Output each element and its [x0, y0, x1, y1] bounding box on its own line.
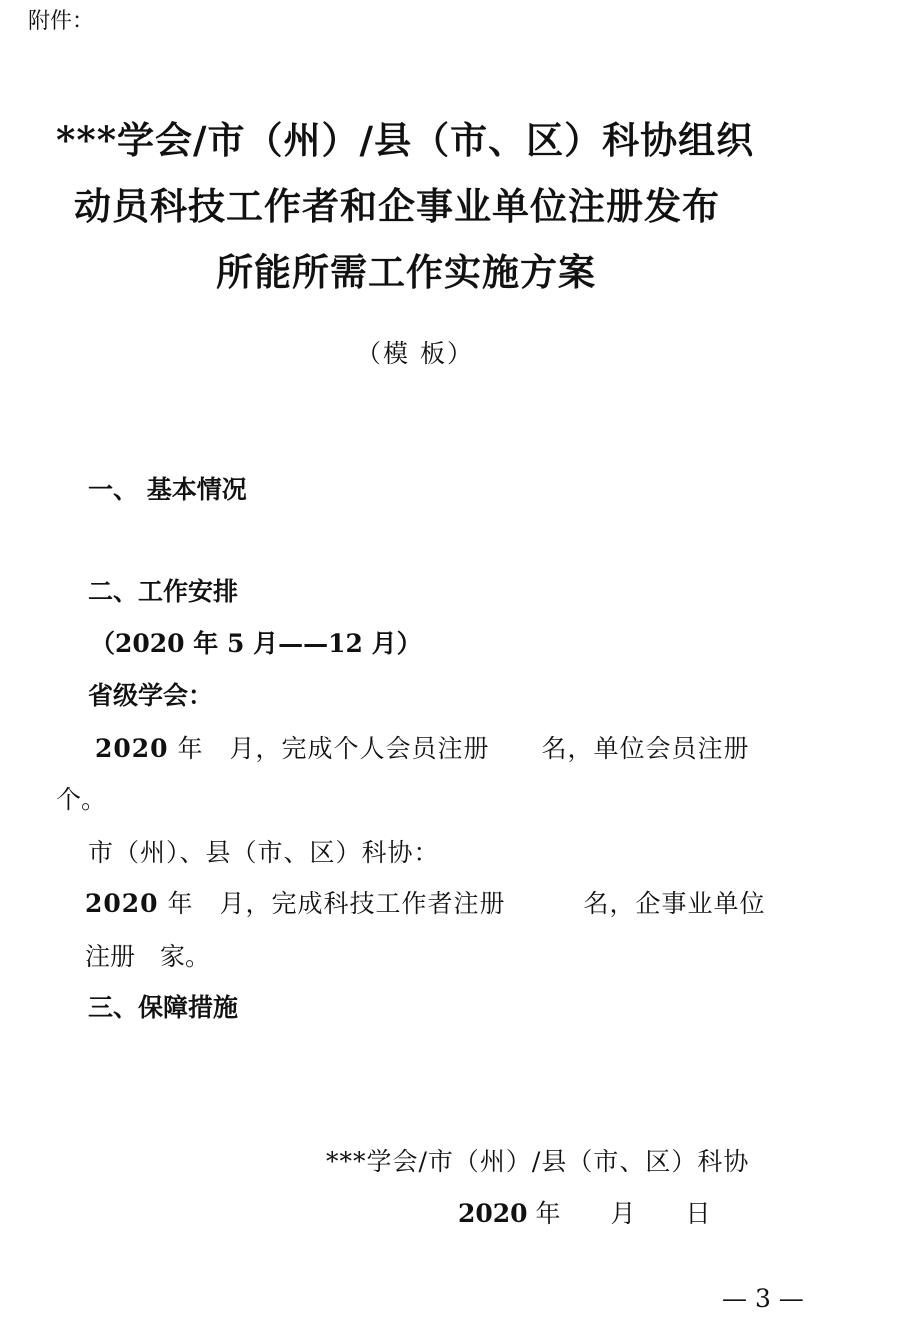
document-title-line-3: 所能所需工作实施方案 [216, 250, 596, 294]
signature-date [458, 1194, 711, 1230]
city-year: 2020 [85, 889, 159, 918]
signature-year: 2020 [458, 1199, 528, 1228]
city-target-line-2: 注册 家。 [85, 942, 211, 971]
provincial-year: 2020 [95, 734, 169, 763]
provincial-target-line-2: 个。 [56, 785, 107, 814]
section-3-heading: 三、保障措施 [88, 993, 239, 1022]
provincial-target-text: 年 月，完成个人会员注册 名，单位会员注册 [168, 734, 750, 763]
provincial-target-line-1 [95, 729, 750, 765]
document-title-line-1: ***学会/市（州）/县（市、区）科协组织 [56, 118, 755, 162]
document-title-line-2: 动员科技工作者和企事业单位注册发布 [74, 184, 720, 228]
signature-date-text: 年 月 日 [527, 1199, 711, 1228]
page-number: — 3 — [722, 1284, 804, 1313]
work-period: （2020 年 5 月——12 月） [90, 629, 422, 658]
template-label: （模 板） [356, 339, 474, 368]
section-2-heading: 二、工作安排 [88, 577, 239, 606]
signature-organization: ***学会/市（州）/县（市、区）科协 [326, 1147, 750, 1176]
city-target-line-1 [85, 884, 766, 920]
attachment-label: 附件： [28, 9, 95, 34]
city-county-association-label: 市（州）、县（市、区）科协： [88, 838, 440, 867]
city-target-text: 年 月，完成科技工作者注册 名，企事业单位 [158, 889, 766, 918]
provincial-society-label: 省级学会： [88, 681, 214, 710]
section-1-heading: 一、 基本情况 [88, 475, 247, 504]
